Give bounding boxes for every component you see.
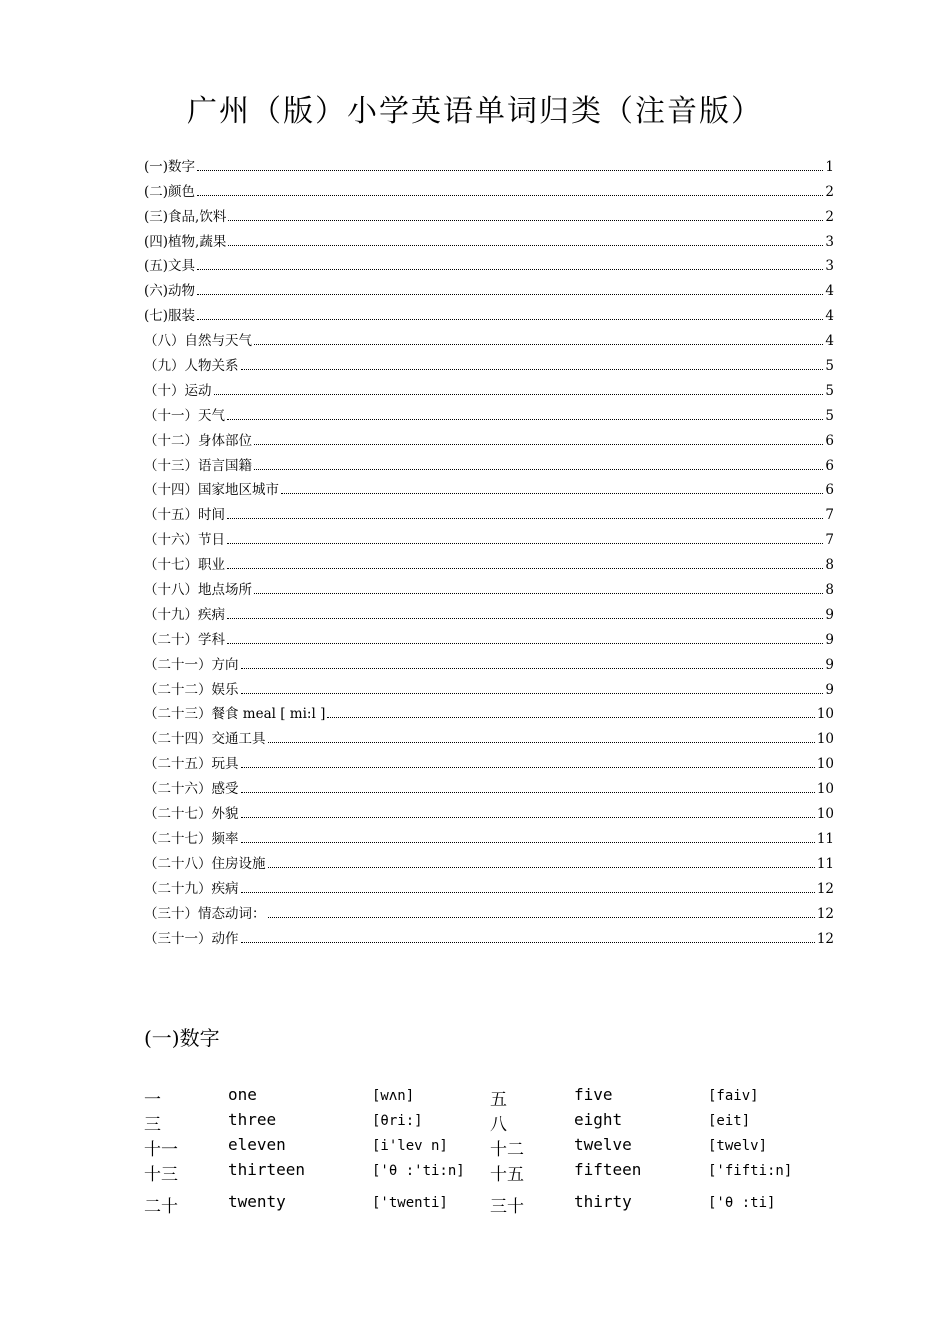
toc-entry[interactable] [144,822,834,847]
vocab-row [144,1110,844,1135]
toc-entry[interactable] [144,250,834,275]
toc-entry-label: （三十一）动作 [144,930,239,947]
toc-entry[interactable] [144,847,834,872]
english-word: three [228,1110,277,1129]
toc-entry-page: 5 [825,407,834,424]
phonetic: [i'lev n] [372,1138,448,1154]
toc-entry[interactable] [144,498,834,523]
vocab-row [144,1160,844,1185]
toc-entry[interactable] [144,897,834,922]
toc-entry-page: 5 [825,358,834,375]
toc-entry[interactable] [144,698,834,723]
toc-entry-label: （三十）情态动词： [144,905,266,922]
english-word: twelve [574,1135,632,1154]
toc-entry[interactable] [144,648,834,673]
toc-entry[interactable] [144,872,834,897]
phonetic: [twelv] [708,1138,768,1154]
english-word: five [574,1085,613,1104]
vocabulary-table [144,1085,844,1217]
toc-leader-dots [268,866,815,868]
toc-entry[interactable] [144,598,834,623]
toc-entry-label: （二十七）频率 [144,830,239,847]
toc-entry-page: 10 [816,806,834,823]
toc-entry-page: 7 [825,532,834,549]
toc-leader-dots [214,393,824,395]
chinese-word: 五 [490,1090,507,1110]
toc-entry-page: 4 [825,308,834,325]
toc-entry-label: （十九）疾病 [144,606,225,623]
toc-entry-page: 8 [825,557,834,574]
toc-entry-page: 4 [825,283,834,300]
toc-entry-page: 2 [825,208,834,225]
phonetic: [θri:] [372,1113,423,1129]
toc-entry-label: （九）人物关系 [144,358,239,375]
english-word: one [228,1085,257,1104]
toc-entry[interactable] [144,374,834,399]
toc-entry[interactable] [144,922,834,947]
toc-leader-dots [241,941,815,943]
phonetic: ['fifti:n] [708,1163,793,1179]
toc-entry-label: （二十七）外貌 [144,806,239,823]
toc-entry[interactable] [144,449,834,474]
toc-entry-page: 9 [825,631,834,648]
toc-entry[interactable] [144,274,834,299]
toc-entry-label: （十二）身体部位 [144,432,252,449]
toc-entry-label: （十七）职业 [144,557,225,574]
toc-entry[interactable] [144,673,834,698]
toc-entry-label: （十四）国家地区城市 [144,482,279,499]
english-word: eleven [228,1135,286,1154]
toc-entry-label: （二十八）住房设施 [144,855,266,872]
toc-entry-label: （十三）语言国籍 [144,457,252,474]
toc-entry-label: （二十二）娱乐 [144,681,239,698]
chinese-word: 十三 [144,1165,178,1185]
toc-entry[interactable] [144,399,834,424]
toc-entry-page: 10 [816,731,834,748]
toc-leader-dots [241,667,824,669]
toc-leader-dots [197,293,823,295]
toc-entry-page: 10 [816,706,834,723]
toc-leader-dots [241,841,815,843]
toc-entry-page: 9 [825,681,834,698]
phonetic: ['twenti] [372,1195,448,1211]
toc-entry[interactable] [144,573,834,598]
toc-entry[interactable] [144,349,834,374]
toc-entry[interactable] [144,747,834,772]
toc-leader-dots [228,244,823,246]
toc-leader-dots [268,741,815,743]
phonetic: [faiv] [708,1088,759,1104]
toc-leader-dots [227,567,823,569]
toc-leader-dots [227,617,823,619]
vocab-row [144,1135,844,1160]
toc-entry[interactable] [144,772,834,797]
toc-entry-label: (三)食品,饮料 [144,208,227,225]
toc-entry-page: 6 [825,432,834,449]
toc-leader-dots [268,916,815,918]
phonetic: ['θ :'ti:n] [372,1163,465,1179]
toc-entry-page: 12 [816,930,834,947]
toc-entry-page: 8 [825,582,834,599]
chinese-word: 三十 [490,1197,524,1217]
english-word: fifteen [574,1160,642,1179]
toc-entry[interactable] [144,299,834,324]
chinese-word: 一 [144,1090,161,1110]
toc-entry-page: 10 [816,756,834,773]
toc-entry-page: 11 [816,830,834,847]
toc-entry-label: (六)动物 [144,283,196,300]
english-word: thirty [574,1192,632,1211]
toc-entry-page: 3 [825,258,834,275]
toc-leader-dots [241,791,815,793]
toc-entry-page: 1 [825,158,834,175]
toc-entry[interactable] [144,225,834,250]
toc-entry[interactable] [144,797,834,822]
phonetic: [wʌn] [372,1088,415,1104]
toc-entry-page: 9 [825,606,834,623]
toc-entry-page: 2 [825,183,834,200]
toc-entry-label: (五)文具 [144,258,196,275]
toc-entry-page: 12 [816,880,834,897]
toc-entry[interactable] [144,200,834,225]
toc-entry-page: 5 [825,382,834,399]
vocab-row [144,1192,844,1217]
toc-entry-label: （二十一）方向 [144,656,239,673]
toc-entry[interactable] [144,324,834,349]
toc-entry[interactable] [144,722,834,747]
toc-leader-dots [197,318,823,320]
toc-leader-dots [227,517,823,519]
toc-entry-label: (一)数字 [144,158,196,175]
toc-entry-label: （八）自然与天气 [144,333,252,350]
chinese-word: 三 [144,1115,161,1135]
toc-entry-page: 12 [816,905,834,922]
toc-entry-label: （二十）学科 [144,631,225,648]
toc-leader-dots [254,592,823,594]
toc-leader-dots [227,542,823,544]
toc-entry[interactable] [144,474,834,499]
toc-leader-dots [197,194,823,196]
toc-leader-dots [197,169,823,171]
toc-leader-dots [227,642,823,644]
toc-leader-dots [254,343,823,345]
toc-entry[interactable] [144,523,834,548]
toc-leader-dots [241,692,824,694]
toc-entry[interactable] [144,623,834,648]
toc-entry-label: （二十三）餐食 meal [ mi:l ] [144,706,326,723]
chinese-word: 十二 [490,1140,524,1160]
toc-leader-dots [241,816,815,818]
toc-entry[interactable] [144,150,834,175]
toc-entry-label: （二十六）感受 [144,781,239,798]
toc-entry-page: 9 [825,656,834,673]
toc-entry-label: (四)植物,蔬果 [144,233,227,250]
chinese-word: 八 [490,1115,507,1135]
toc-entry-page: 10 [816,781,834,798]
toc-leader-dots [197,268,823,270]
toc-entry-label: （二十四）交通工具 [144,731,266,748]
toc-entry-label: (二)颜色 [144,183,196,200]
phonetic: ['θ :ti] [708,1195,776,1211]
toc-entry-label: (七)服装 [144,308,196,325]
toc-entry-label: （二十五）玩具 [144,756,239,773]
chinese-word: 十一 [144,1140,178,1160]
toc-leader-dots [254,468,823,470]
toc-leader-dots [254,443,823,445]
toc-entry-label: （二十九）疾病 [144,880,239,897]
toc-entry-label: （十八）地点场所 [144,582,252,599]
toc-leader-dots [241,766,815,768]
toc-entry-label: （十）运动 [144,382,212,399]
toc-entry-page: 7 [825,507,834,524]
chinese-word: 二十 [144,1197,178,1217]
vocab-row [144,1085,844,1110]
toc-entry-page: 6 [825,457,834,474]
toc-entry-label: （十一）天气 [144,407,225,424]
chinese-word: 十五 [490,1165,524,1185]
english-word: twenty [228,1192,286,1211]
toc-leader-dots [281,492,823,494]
toc-entry-page: 4 [825,333,834,350]
toc-entry[interactable] [144,175,834,200]
toc-entry-label: （十六）节日 [144,532,225,549]
toc-leader-dots [241,891,815,893]
toc-entry[interactable] [144,424,834,449]
toc-leader-dots [228,219,823,221]
toc-entry-label: （十五）时间 [144,507,225,524]
toc-entry-page: 3 [825,233,834,250]
toc-entry-page: 6 [825,482,834,499]
toc-entry-page: 11 [816,855,834,872]
document-title: 广州（版）小学英语单词归类（注音版） [187,94,763,129]
english-word: eight [574,1110,623,1129]
toc-leader-dots [327,716,814,718]
table-of-contents [144,150,834,947]
toc-leader-dots [227,418,823,420]
english-word: thirteen [228,1160,306,1179]
phonetic: [eit] [708,1113,751,1129]
toc-leader-dots [241,368,824,370]
section-heading: (一)数字 [144,1026,220,1050]
toc-entry[interactable] [144,548,834,573]
